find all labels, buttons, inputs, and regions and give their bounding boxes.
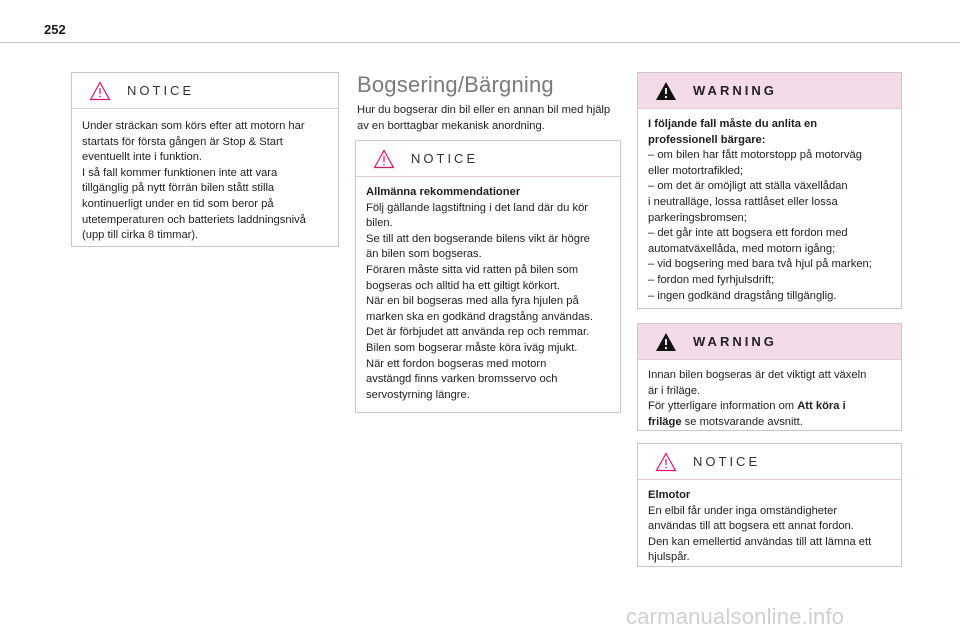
warning-body <box>638 109 901 314</box>
watermark: carmanualsonline.info <box>626 604 845 629</box>
text-line: användas till att bogsera ett annat fordon. <box>648 520 854 533</box>
notice-box-stop-start <box>71 72 339 247</box>
section-title: Bogsering/Bärgning <box>357 72 554 97</box>
text-fragment: se motsvarande avsnitt. <box>681 415 803 428</box>
warning-header <box>638 324 901 360</box>
text-line: – det går inte att bogsera ett fordon med <box>648 227 848 240</box>
warning-title: WARNING <box>693 334 777 349</box>
text-line: – fordon med fyrhjulsdrift; <box>648 273 775 286</box>
text-line <box>648 399 892 415</box>
warning-triangle-outline-icon <box>655 452 677 472</box>
text-line: är i friläge. <box>648 384 701 397</box>
warning-triangle-outline-icon <box>373 149 395 169</box>
text-line: i neutralläge, lossa rattlåset eller lossa <box>648 195 838 208</box>
text-line: Se till att den bogserande bilens vikt är högre <box>366 232 590 245</box>
notice-body <box>72 109 338 254</box>
text-line: När en bil bogseras med alla fyra hjulen på <box>366 295 579 308</box>
notice-box-general-recommendations <box>355 140 621 413</box>
text-line: Föraren måste sitta vid ratten på bilen som <box>366 263 579 276</box>
text-line: En elbil får under inga omständigheter <box>648 504 838 517</box>
text-line: Innan bilen bogseras är det viktigt att växeln <box>648 369 867 381</box>
notice-body <box>356 177 620 413</box>
notice-title: NOTICE <box>693 454 761 469</box>
section-intro <box>357 103 619 134</box>
warning-header <box>638 73 901 109</box>
text-line: tillgänglig på nytt förrän bilen stått stilla <box>82 182 275 195</box>
notice-header <box>638 444 901 480</box>
text-line: servostyrning längre. <box>366 388 470 401</box>
page-number: 252 <box>44 22 66 37</box>
text-line: än bilen som bogseras. <box>366 248 482 261</box>
text-line: bogseras och alltid ha ett giltigt körkort. <box>366 279 561 292</box>
text-line: bilen. <box>366 217 393 230</box>
warning-triangle-outline-icon <box>89 81 111 101</box>
text-line: eventuellt inte i funktion. <box>82 151 203 164</box>
text-line: När ett fordon bogseras med motorn <box>366 357 547 370</box>
warning-body <box>638 360 901 440</box>
header-divider <box>0 42 960 43</box>
text-line: Under sträckan som körs efter att motorn har <box>82 120 305 132</box>
text-line: hjälp av en borttagbar mekanisk anordning. <box>357 104 611 132</box>
notice-box-electric-motor <box>637 443 902 567</box>
text-line: – ingen godkänd dragstång tillgänglig. <box>648 289 837 302</box>
warning-heading: I följande fall måste du anlita en <box>648 118 818 130</box>
text-line: – om bilen har fått motorstopp på motorväg <box>648 149 862 162</box>
notice-heading: Elmotor <box>648 489 691 501</box>
text-line: – om det är omöjligt att ställa växellådan <box>648 180 848 193</box>
text-line: Den kan emellertid användas till att lämna ett <box>648 535 872 548</box>
text-line: parkeringsbromsen; <box>648 211 747 224</box>
notice-body <box>638 480 901 576</box>
text-line: Hur du bogserar din bil eller en annan bil med <box>357 104 584 116</box>
notice-header <box>72 73 338 109</box>
cross-reference: friläge <box>648 415 682 428</box>
warning-triangle-filled-icon <box>655 332 677 352</box>
text-line: kontinuerligt under en tid som beror på <box>82 197 274 210</box>
warning-box-neutral-gear <box>637 323 902 431</box>
text-line: hjulspår. <box>648 551 690 564</box>
warning-triangle-filled-icon <box>655 81 677 101</box>
cross-reference: Att köra i <box>797 400 846 413</box>
text-line: Följ gällande lagstiftning i det land där du kör <box>366 201 589 214</box>
text-line: marken ska en godkänd dragstång användas. <box>366 310 594 323</box>
text-line: eller motortrafikled; <box>648 164 744 177</box>
warning-title: WARNING <box>693 83 777 98</box>
text-line: Bilen som bogserar måste köra iväg mjukt. <box>366 341 578 354</box>
text-line: automatväxellåda, med motorn igång; <box>648 242 836 255</box>
notice-header <box>356 141 620 177</box>
text-line: startats för första gången är Stop & Start <box>82 135 283 148</box>
text-line: – vid bogsering med bara två hjul på marken; <box>648 258 872 271</box>
notice-heading: Allmänna rekommendationer <box>366 186 521 198</box>
text-line: I så fall kommer funktionen inte att vara <box>82 166 278 179</box>
notice-title: NOTICE <box>127 83 195 98</box>
notice-title: NOTICE <box>411 151 479 166</box>
text-line <box>648 415 892 431</box>
text-line: Det är förbjudet att använda rep och remmar. <box>366 326 590 339</box>
text-line: avstängd finns varken bromsservo och <box>366 373 558 386</box>
warning-heading: professionell bärgare: <box>648 133 766 146</box>
text-fragment: För ytterligare information om <box>648 400 798 413</box>
text-line: utetemperaturen och batteriets laddningsnivå <box>82 213 306 226</box>
warning-box-professional-towing <box>637 72 902 309</box>
text-line: (upp till cirka 8 timmar). <box>82 229 199 242</box>
